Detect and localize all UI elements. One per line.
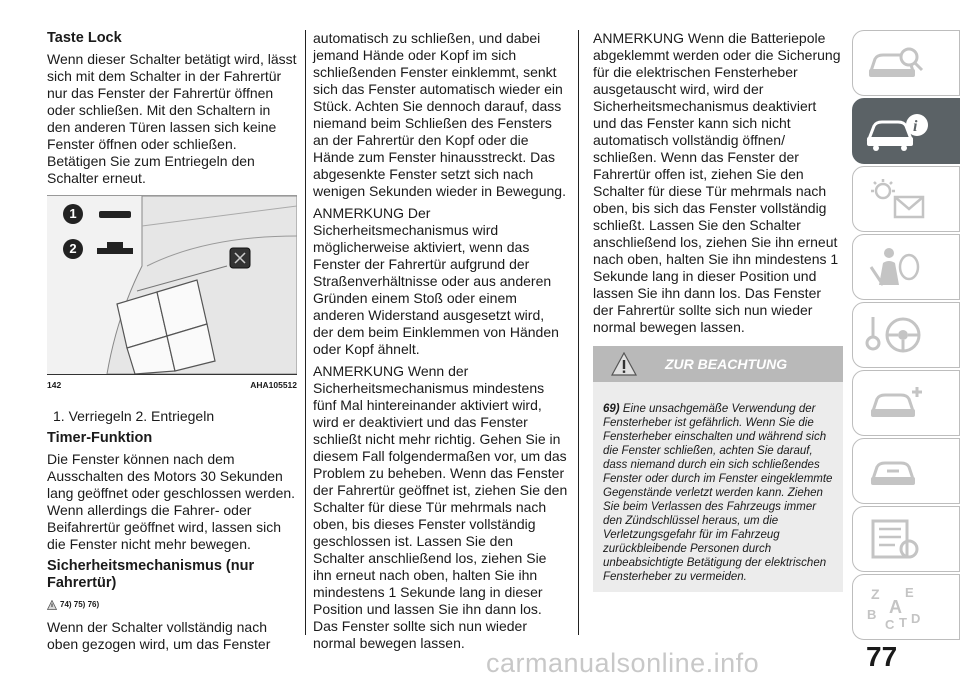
alphabet-index-icon xyxy=(865,583,929,631)
heading-safety: Sicherheitsmechanismus (nur Fahrertür) xyxy=(47,558,255,591)
figure-legend: 1. Verriegeln 2. Entriegeln xyxy=(53,408,215,424)
airbag-person-icon xyxy=(865,245,925,289)
warning-triangle-icon xyxy=(611,352,637,376)
attention-body xyxy=(593,382,843,592)
svg-text:B: B xyxy=(867,607,877,622)
window-switch-illustration xyxy=(47,196,297,374)
watermark-text: carmanualsonline.info xyxy=(486,648,760,678)
attention-header xyxy=(593,346,843,382)
paragraph-taste-lock: Wenn dieser Schalter betätigt wird, lässt sich mit dem Schalter in der Fahrertür nur das Fenster der Fahrertür öffnen oder schließen. Mit den Schaltern in den anderen Türen lassen sich keine Fenster öffnen oder schließen. Betätigen Sie zum Entriegeln den Schalter erneut. xyxy=(47,51,297,186)
svg-text:E: E xyxy=(905,585,914,600)
figure-page-ref: 142 xyxy=(47,380,62,390)
tab-safety[interactable] xyxy=(852,234,960,300)
callout-1: 1 xyxy=(63,204,83,224)
tab-car-info[interactable] xyxy=(852,98,960,164)
paragraph-note-3: ANMERKUNG Wenn die Batteriepole abgeklemmt werden oder die Sicherung für die elektrischen Fensterheber ausgetauscht wird, wird der Sicherheitsmechanismus deaktiviert und das Fenster kann sich nicht automatisch vollständig öffnen/ schließen. Wenn das Fenster der Fahrertür offen ist, ziehen Sie den Schalter für diese Tür mehrmals nach oben, bis sich das Fenster vollständig schließt. Lassen Sie den Schalter anschließend los, ziehen Sie ihn erneut nach oben, halten Sie ihn mindestens 1 Sekunde lang in dieser Position und lassen Sie ihn dann los. Das Fenster der Fahrertür sollte sich nun wieder normal bewegen lassen. xyxy=(593,30,841,335)
svg-text:T: T xyxy=(899,615,907,630)
warning-refs xyxy=(47,596,297,613)
column-divider-2 xyxy=(578,30,579,635)
callout-2: 2 xyxy=(63,239,83,259)
svg-text:A: A xyxy=(889,597,902,617)
steering-wheel-key-icon xyxy=(865,313,925,357)
attention-box xyxy=(593,346,843,592)
column-middle xyxy=(313,30,568,657)
warning-triangle-icon xyxy=(47,600,57,610)
column-left xyxy=(47,30,297,658)
tab-starting-driving[interactable] xyxy=(852,302,960,368)
warning-light-message-icon xyxy=(865,177,929,221)
car-info-icon xyxy=(865,111,929,151)
heading-timer: Timer-Funktion xyxy=(47,430,153,446)
warning-ref-numbers: 74) 75) 76) xyxy=(60,600,100,609)
svg-text:D: D xyxy=(911,611,921,626)
paragraph-timer: Die Fenster können nach dem Ausschalten des Motors 30 Sekunden lang geöffnet oder geschlossen werden. Wenn allerdings die Fahrer- oder Beifahrertür geöffnet wird, lassen sich die Fenster nicht mehr bewegen. xyxy=(47,451,296,552)
tab-warning-lights[interactable] xyxy=(852,166,960,232)
paragraph-note-1: ANMERKUNG Der Sicherheitsmechanismus wird möglicherweise aktiviert, wenn das Fenster der Fahrertür aufgrund der Straßenverhältnisse oder aus anderen Gründen einem Stoß oder einem anderen Widerstand ausgesetzt wird, der dem beim Einklemmen von Händen oder Kopf ähnelt. xyxy=(313,205,559,357)
figure-code: AHA105512 xyxy=(250,380,297,390)
svg-text:C: C xyxy=(885,617,895,631)
car-breakdown-icon xyxy=(865,381,925,425)
car-service-icon xyxy=(865,449,925,493)
tab-index[interactable] xyxy=(852,574,960,640)
column-right xyxy=(593,30,843,592)
figure-window-switch xyxy=(47,195,297,374)
tab-car-search[interactable] xyxy=(852,30,960,96)
attention-ref: 69) xyxy=(603,403,620,415)
paragraph-note-2: ANMERKUNG Wenn der Sicherheitsmechanismus mindestens fünf Mal hintereinander aktiviert wird, wird er deaktiviert und das Fenster schließt nicht mehr richtig. Gehen Sie in diesem Fall folgendermaßen vor, um das Problem zu beheben. Wenn das Fenster der Fahrertür geöffnet ist, ziehen Sie den Schalter für diese Tür mehrmals nach oben, bis dieses Fenster vollständig geschlossen ist. Lassen Sie den Schalter anschließend los, ziehen Sie ihn erneut nach oben, halten Sie ihn mindestens 1 Sekunde lang in dieser Position und lassen Sie ihn dann los. Das Fenster sollte sich nun wieder normal bewegen lassen. xyxy=(313,363,568,651)
tab-maintenance[interactable] xyxy=(852,438,960,504)
svg-text:i: i xyxy=(913,118,918,135)
paragraph-safety-cont: automatisch zu schließen, und dabei jemand Hände oder Kopf im sich schließenden Fenster einklemmt, senkt sich das Fenster automatisch wieder ein Stück. Achten Sie dennoch darauf, dass niemand beim Schließen des Fensters an der Fahrertür den Kopf oder die Hände zum Fenster hinausstreckt. Das abgesenkte Fenster setzt sich nach wenigen Sekunden wieder in Bewegung. xyxy=(313,30,566,199)
heading-taste-lock: Taste Lock xyxy=(47,30,122,46)
spec-list-icon xyxy=(865,517,925,561)
column-divider-1 xyxy=(305,30,306,635)
attention-title: ZUR BEACHTUNG xyxy=(665,355,788,372)
svg-text:Z: Z xyxy=(871,586,880,602)
figure-caption xyxy=(47,374,297,394)
tab-emergency[interactable] xyxy=(852,370,960,436)
paragraph-safety-start: Wenn der Schalter vollständig nach oben gezogen wird, um das Fenster xyxy=(47,619,271,652)
car-search-icon xyxy=(865,43,925,83)
attention-text: Eine unsachgemäße Verwendung der Fensterheber ist gefährlich. Wenn Sie die Fensterheber einschalten und während sich die Fenster schließen, achten Sie darauf, dass niemand durch ein sich schließendes Fenster oder durch im Fenster eingeklemmte Gegenstände verletzt werden kann. Ziehen Sie beim Verlassen des Fahrzeugs immer den Zündschlüssel heraus, um die Verletzungsgefahr für im Fahrzeug zurückbleibende Personen durch unbeabsichtigte Betätigung der elektrischen Fensterheber zu vermeiden. xyxy=(603,403,833,583)
page-number: 77 xyxy=(866,641,898,672)
tab-technical-data[interactable] xyxy=(852,506,960,572)
